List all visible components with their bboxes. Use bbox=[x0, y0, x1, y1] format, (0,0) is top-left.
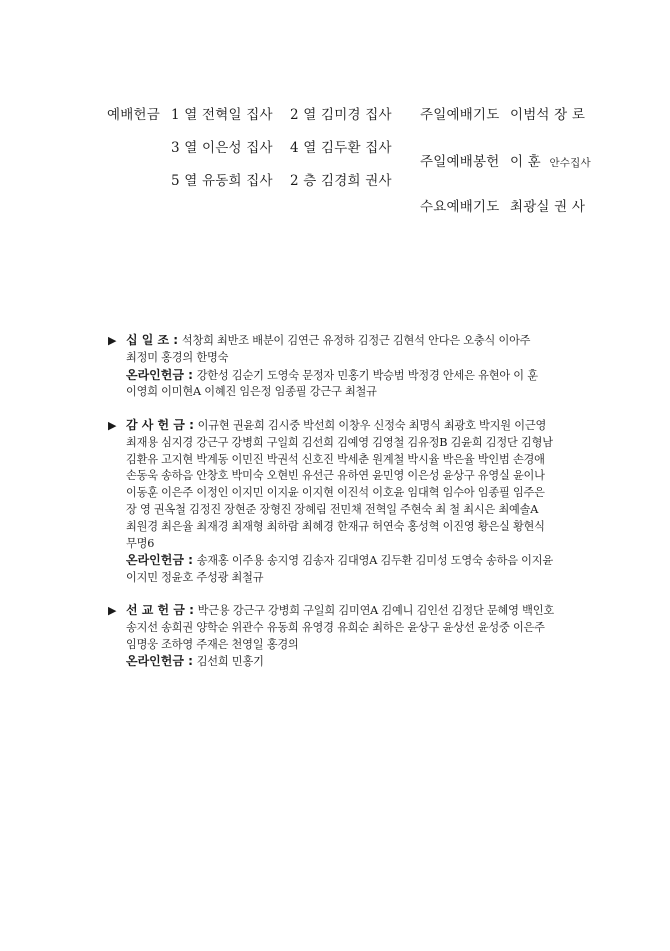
donor-names: 무명6 bbox=[126, 536, 155, 550]
donor-names: 장 영 권옥철 김정진 장현준 장형진 장혜림 전민채 전혁일 주현숙 최 철 최시은 최예솔A bbox=[126, 502, 539, 516]
online-title: 온라인헌금 : bbox=[126, 367, 193, 382]
donor-names: 송지선 송희권 양학순 위관수 유동희 유영경 유희순 최하은 윤상구 윤상선 윤성중 이은주 bbox=[126, 620, 545, 634]
donor-names: 강한성 김순기 도영숙 문정자 민홍기 박승범 박정경 안세은 유현아 이 훈 bbox=[196, 368, 538, 382]
offering-entry-a: 3 열 이은성 집사 bbox=[171, 140, 273, 156]
offering-row-1 bbox=[107, 103, 392, 136]
offering-entry-b: 4 열 김두환 집사 bbox=[290, 140, 392, 156]
tithe-section bbox=[108, 332, 568, 401]
prayer-row-2 bbox=[420, 150, 591, 170]
offering-entry-a: 5 열 유동희 집사 bbox=[171, 173, 273, 189]
online-line bbox=[108, 552, 568, 570]
section-title: 십 일 조 : bbox=[126, 333, 179, 347]
online-title: 온라인헌금 : bbox=[126, 553, 193, 568]
prayer-row-3 bbox=[420, 195, 585, 215]
offering-label: 예배헌금 bbox=[107, 107, 160, 123]
mission-section bbox=[108, 602, 568, 671]
donor-names: 손동욱 송하음 안창호 박미숙 오현빈 유선근 유하연 윤민영 이은성 윤상구 유영실 윤이나 bbox=[126, 469, 545, 483]
thanks-section bbox=[108, 417, 568, 587]
donor-names: 이규현 권윤희 김시중 박선희 이창우 신정숙 최명식 최광호 박지원 이근영 bbox=[197, 419, 547, 432]
donor-names: 임명웅 조하영 주재은 천영일 홍경의 bbox=[126, 637, 299, 651]
offering-entry-b: 2 열 김미경 집사 bbox=[290, 107, 392, 123]
offering-row-3 bbox=[107, 169, 392, 202]
offering-row-2 bbox=[107, 136, 392, 169]
thanks-line bbox=[108, 417, 568, 435]
donor-names: 이동훈 이은주 이정인 이지민 이지윤 이지현 이진석 이호윤 임대혁 임수아 임종필 임주은 bbox=[126, 486, 545, 500]
donor-names: 최재용 심지경 강근구 강병희 구일희 김선희 김예영 김영철 김유정B 김윤희 김정단 김형남 bbox=[126, 435, 553, 449]
offering-entry-a: 1 열 전혁일 집사 bbox=[171, 107, 273, 123]
offering-label bbox=[107, 169, 165, 202]
donor-names: 박근용 강근구 강병희 구일희 김미연A 김예니 김인선 김정단 문혜영 백인호 bbox=[197, 604, 554, 617]
donor-names: 석창희 최반조 배분이 김연근 유정하 김정근 김현석 안다은 오충식 이아주 bbox=[181, 334, 531, 347]
donor-names: 김선희 민홍기 bbox=[196, 655, 264, 669]
donor-names: 송재홍 이주용 송지영 김송자 김대영A 김두환 김미성 도영숙 송하음 이지윤 bbox=[196, 554, 553, 568]
right-triangle-icon: ▶ bbox=[108, 419, 117, 432]
donor-names: 이지민 정윤호 주성광 최철규 bbox=[126, 571, 264, 585]
offering-label bbox=[107, 136, 165, 169]
prayer-row-1 bbox=[420, 103, 585, 123]
tithe-line bbox=[108, 332, 568, 350]
offering-entry-b: 2 층 김경희 권사 bbox=[290, 173, 392, 189]
donor-names: 이영희 이미현A 이혜진 임은정 임종필 강근구 최철규 bbox=[126, 385, 377, 399]
prayer-name: 이 훈 bbox=[509, 154, 541, 170]
offering-assignments bbox=[107, 103, 392, 202]
prayer-name: 최광실 권 사 bbox=[509, 199, 586, 215]
prayer-title: 안수집사 bbox=[549, 157, 591, 169]
section-title: 감 사 헌 금 : bbox=[126, 418, 194, 432]
donor-names: 최정미 홍경의 한명숙 bbox=[126, 350, 229, 364]
right-triangle-icon: ▶ bbox=[108, 334, 117, 347]
section-title: 선 교 헌 금 : bbox=[126, 603, 194, 617]
mission-line bbox=[108, 602, 568, 620]
online-title: 온라인헌금 : bbox=[126, 654, 193, 669]
prayer-label: 수요예배기도 bbox=[420, 199, 500, 215]
donor-names: 최원경 최은율 최재경 최재형 최하람 최혜경 한재규 허연숙 홍성혁 이진영 황은실 황현식 bbox=[126, 519, 545, 533]
prayer-label: 주일예배기도 bbox=[420, 107, 500, 123]
online-line bbox=[108, 653, 568, 671]
prayer-name: 이범석 장 로 bbox=[509, 107, 586, 123]
right-triangle-icon: ▶ bbox=[108, 604, 117, 617]
online-line bbox=[108, 367, 568, 385]
donor-names: 김환유 고지현 박계동 이민진 박권석 신호진 박세춘 원계철 박시율 박은율 박인범 손경애 bbox=[126, 452, 545, 466]
prayer-label: 주일예배봉헌 bbox=[420, 154, 500, 170]
